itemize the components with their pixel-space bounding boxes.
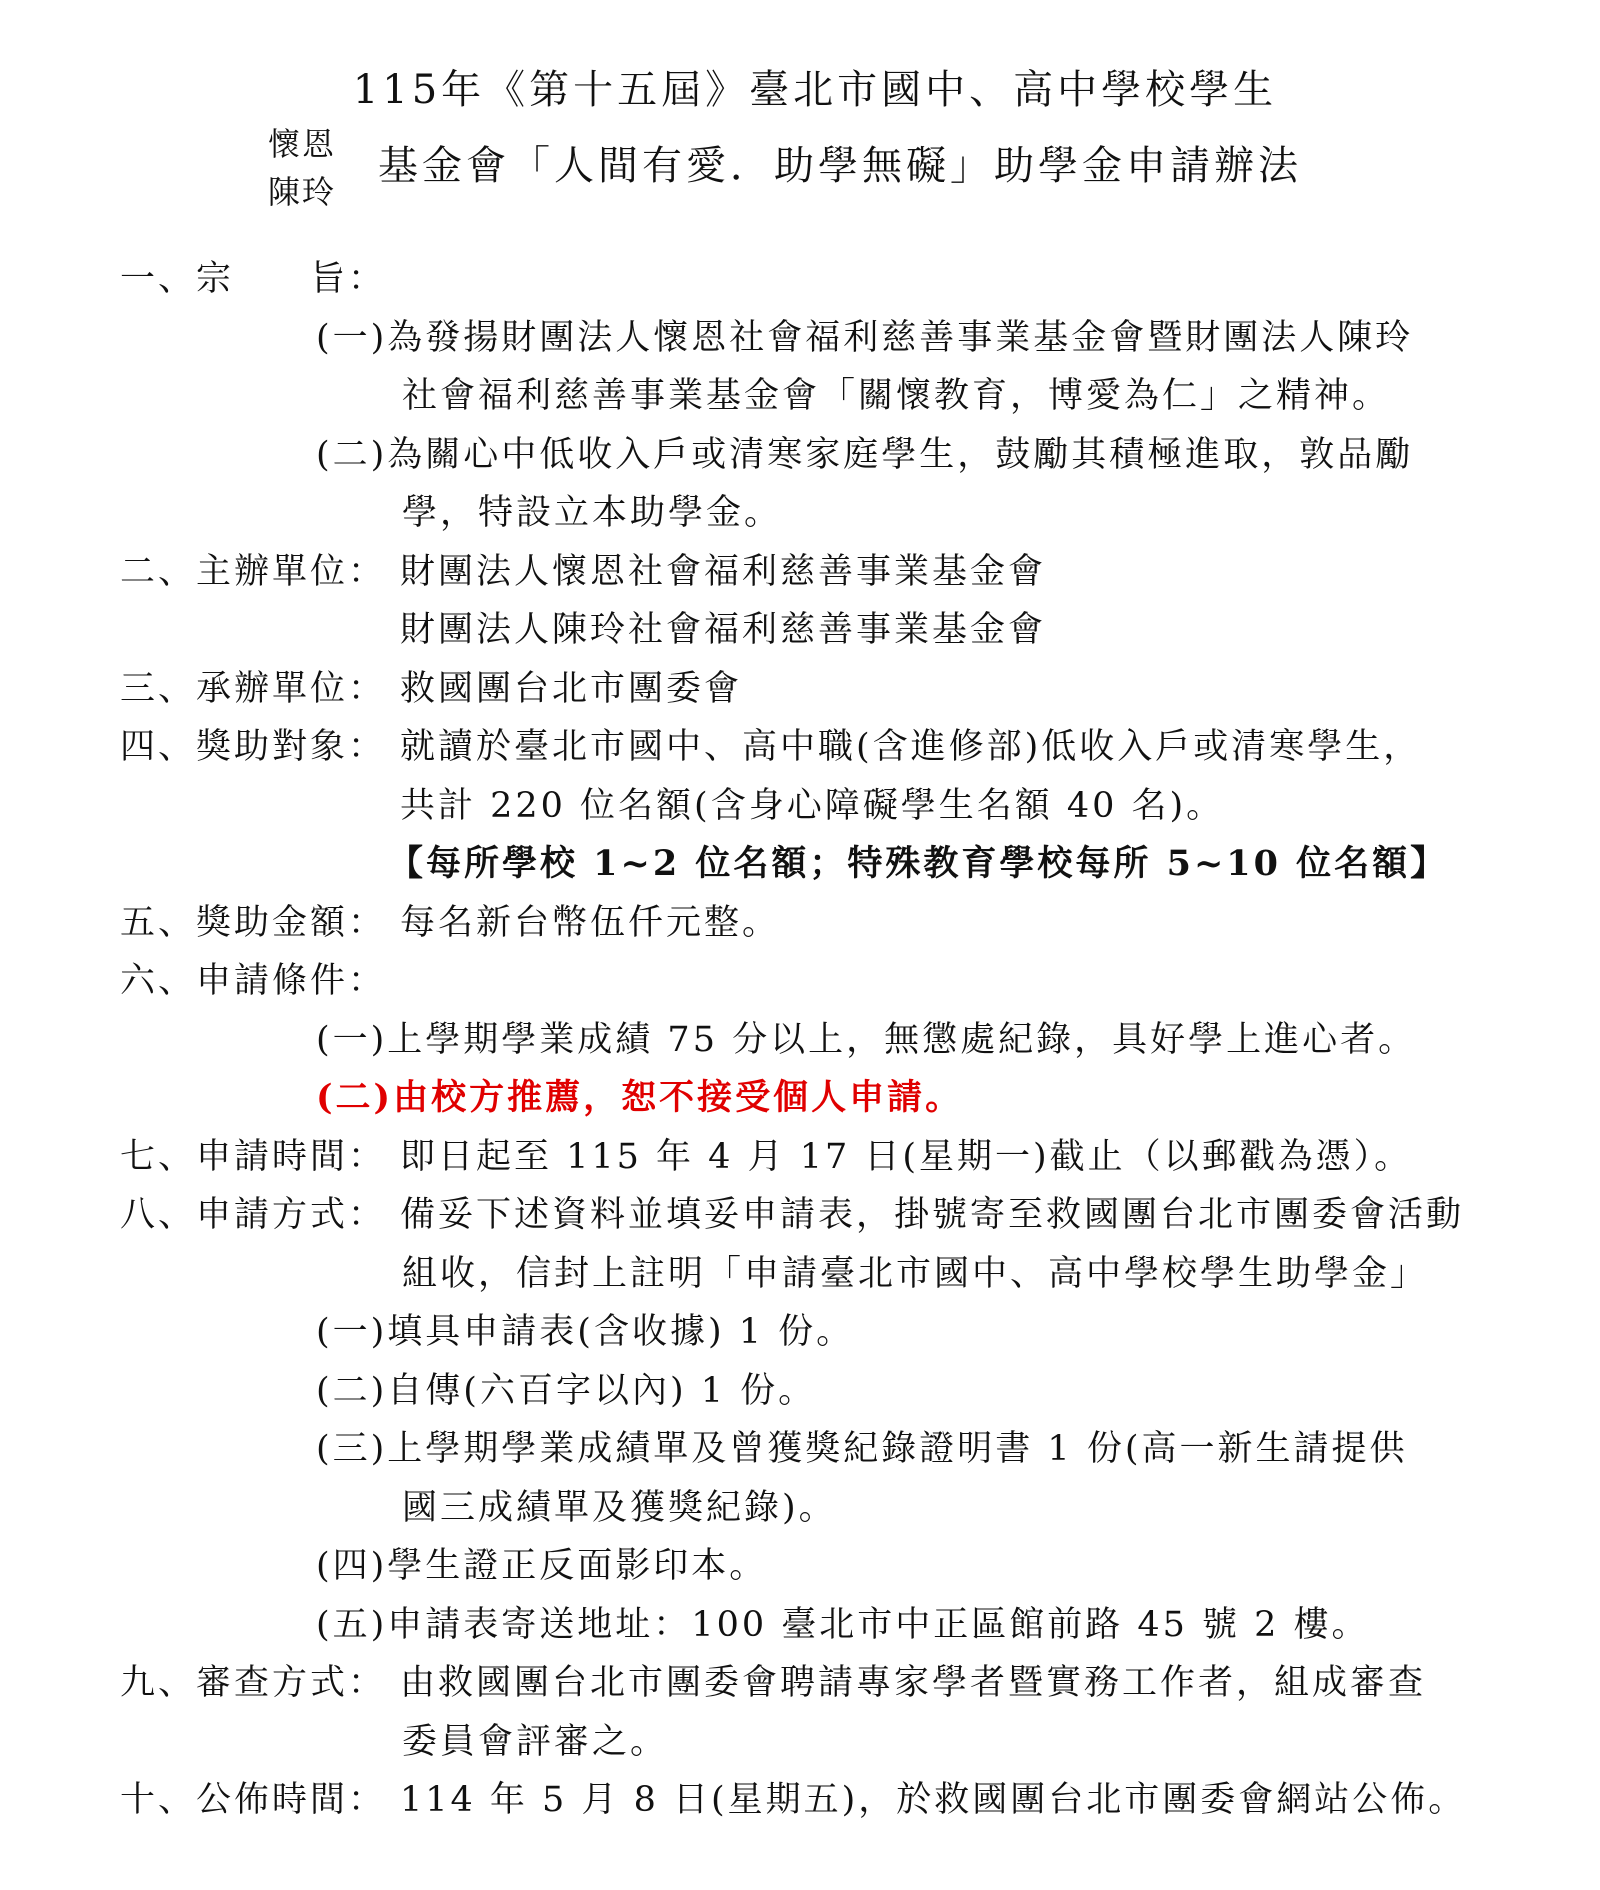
section-8-row-2: [120, 1245, 1520, 1304]
section-5-amount: [120, 894, 1520, 953]
section-3-line-1: 救國團台北市團委會: [400, 668, 743, 709]
section-10-announcement: [120, 1771, 1520, 1830]
section-3-executor: [120, 660, 1520, 719]
section-3-label: 三、承辦單位：: [120, 668, 387, 709]
section-10-line-1: 114 年 5 月 8 日(星期五)，於救國團台北市團委會網站公佈。: [400, 1780, 1467, 1820]
section-8-item-5: [120, 1596, 1520, 1655]
section-9-line-1: 由救國團台北市團委會聘請專家學者暨實務工作者，組成審查: [400, 1663, 1427, 1703]
section-4-row-3: [120, 835, 1520, 894]
section-10-label: 十、公佈時間：: [120, 1780, 387, 1820]
section-1-item-1-cont: [120, 367, 1520, 426]
section-8-method: [120, 1186, 1520, 1245]
section-8-item-5-text: (五)申請表寄送地址：100 臺北市中正區館前路 45 號 2 樓。: [316, 1604, 1370, 1645]
section-4-label: 四、獎助對象：: [120, 727, 387, 767]
section-4-line-1: 就讀於臺北市國中、高中職(含進修部)低收入戶或清寒學生，: [400, 727, 1422, 767]
section-1-item-1: [120, 309, 1520, 368]
section-4-quota-note: 【每所學校 1~2 位名額；特殊教育學校每所 5~10 位名額】: [388, 843, 1449, 884]
section-8-item-3-cont-text: 國三成績單及獲獎紀錄)。: [402, 1487, 837, 1528]
document-body: [120, 250, 1520, 1830]
section-1-purpose: [120, 250, 1520, 309]
section-6-item-1-text: (一)上學期學業成績 75 分以上，無懲處紀錄，具好學上進心者。: [316, 1019, 1417, 1060]
section-8-label: 八、申請方式：: [120, 1195, 387, 1235]
section-6-item-2-text: (二)由校方推薦，恕不接受個人申請。: [316, 1077, 964, 1118]
section-1-item-1-cont-text: 社會福利慈善事業基金會「關懷教育，博愛為仁」之精神。: [402, 376, 1391, 416]
section-6-label: 六、申請條件：: [120, 961, 387, 1001]
section-9-label: 九、審查方式：: [120, 1663, 387, 1703]
section-2-line-2: 財團法人陳玲社會福利慈善事業基金會: [400, 610, 1047, 650]
section-8-item-2-text: (二)自傳(六百字以內) 1 份。: [316, 1370, 817, 1411]
section-1-item-2-cont: [120, 484, 1520, 543]
section-6-conditions: [120, 952, 1520, 1011]
title-line-1: 115年《第十五屆》臺北市國中、高中學校學生: [352, 67, 1278, 113]
section-4-row-2: [120, 777, 1520, 836]
section-7-period: [120, 1128, 1520, 1187]
section-8-item-3-cont: [120, 1479, 1520, 1538]
title-line-2-block: [0, 120, 1600, 210]
section-7-line-1: 即日起至 115 年 4 月 17 日(星期一)截止（以郵戳為憑）。: [400, 1136, 1413, 1177]
section-1-item-1-text: (一)為發揚財團法人懷恩社會福利慈善事業基金會暨財團法人陳玲: [316, 317, 1414, 358]
section-8-line-1: 備妥下述資料並填妥申請表，掛號寄至救國團台北市團委會活動: [400, 1195, 1465, 1235]
section-1-item-2: [120, 426, 1520, 485]
section-6-item-2: [120, 1069, 1520, 1128]
section-7-label: 七、申請時間：: [120, 1136, 387, 1177]
section-2-line-1: 財團法人懷恩社會福利慈善事業基金會: [400, 551, 1047, 592]
section-6-item-1: [120, 1011, 1520, 1070]
section-2-row-2: [120, 601, 1520, 660]
section-8-item-4-text: (四)學生證正反面影印本。: [316, 1546, 768, 1586]
section-8-item-3: [120, 1420, 1520, 1479]
organization-stack: [268, 120, 336, 216]
section-8-item-3-text: (三)上學期學業成績單及曾獲獎紀錄證明書 1 份(高一新生請提供: [316, 1429, 1408, 1469]
section-4-line-2: 共計 220 位名額(含身心障礙學生名額 40 名)。: [400, 785, 1225, 826]
section-8-item-1-text: (一)填具申請表(含收據) 1 份。: [316, 1312, 855, 1352]
section-2-organizer: [120, 543, 1520, 602]
section-1-item-2-cont-text: 學，特設立本助學金。: [402, 493, 783, 533]
section-5-line-1: 每名新台幣伍仟元整。: [400, 902, 781, 943]
section-8-item-1: [120, 1303, 1520, 1362]
section-9-review: [120, 1654, 1520, 1713]
section-5-label: 五、獎助金額：: [120, 902, 387, 943]
section-1-label: 一、宗 旨：: [120, 259, 387, 299]
org-name-bottom: 陳玲: [268, 173, 337, 211]
section-9-line-2: 委員會評審之。: [402, 1721, 669, 1762]
section-8-item-2: [120, 1362, 1520, 1421]
section-8-item-4: [120, 1537, 1520, 1596]
section-2-label: 二、主辦單位：: [120, 551, 387, 592]
org-name-top: 懷恩: [268, 125, 337, 163]
section-9-row-2: [120, 1713, 1520, 1772]
section-4-eligibility: [120, 718, 1520, 777]
section-8-line-2: 組收，信封上註明「申請臺北市國中、高中學校學生助學金」: [402, 1253, 1429, 1294]
section-1-item-2-text: (二)為關心中低收入戶或清寒家庭學生，鼓勵其積極進取，敦品勵: [316, 434, 1414, 475]
title-line-2: 基金會「人間有愛．助學無礙」助學金申請辦法: [378, 143, 1302, 189]
